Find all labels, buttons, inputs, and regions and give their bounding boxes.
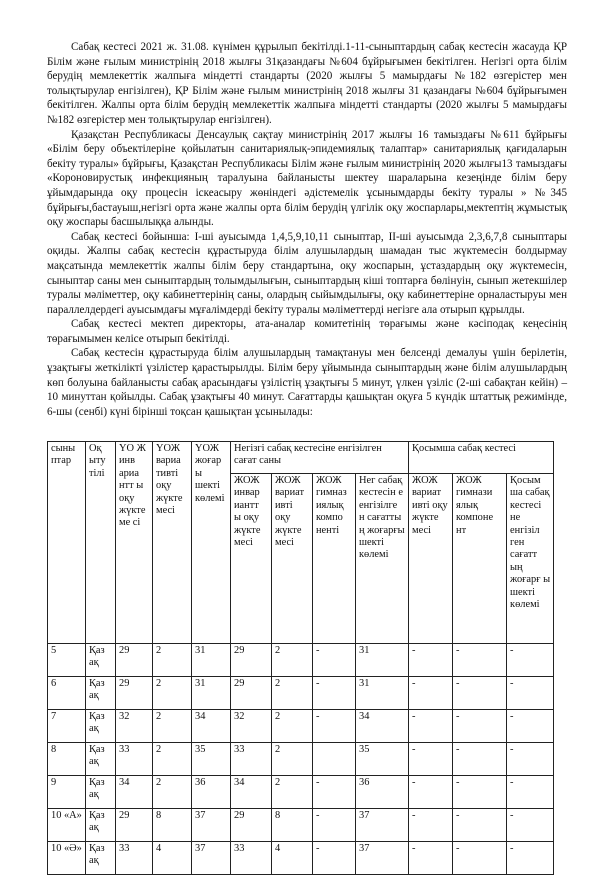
table-cell: 31 <box>356 644 409 677</box>
table-cell: 34 <box>192 710 231 743</box>
table-cell: - <box>409 677 453 710</box>
paragraph-3: Сабақ кестесі бойынша: І-ші ауысымда 1,4,5,9,10,11 сыныптар, ІІ-ші ауысымда 2,3,6,7,8 сыныптары оқиды. Жалпы сабақ кестесін құрастыруда білім алушылардың шамадан тыс жүктемесін болдырмау мақсатында мемлекеттік жалпы білім беру стандартына, оқу жоспарын, ұстаздардың оқу жүктемесін, сыныптар саны мен сыныптардың толымдылығын, сыныптардың кіші топтарға бөлінуін, сынып жетекшілер туралы мәліметтер, оқу кабинеттерінің саны, олардың сыйымдылығы, оқу кабинеттеріне орналастыруы мен параллелдердегі ауысымдағы мұғалімдерді бекіту туралы мәліметтерді негізге ала отырып құрылды. <box>47 230 567 316</box>
table-cell: 31 <box>356 677 409 710</box>
table-cell: 29 <box>116 809 153 842</box>
header-max-volume: ҮОЖ жоғар ы шекті көлемі <box>192 442 231 644</box>
table-cell: 37 <box>192 842 231 875</box>
table-cell: 33 <box>231 743 272 776</box>
table-cell: 31 <box>192 644 231 677</box>
table-cell: Қаз ақ <box>86 842 116 875</box>
header-main-gymnasium: ЖОЖ гимназ иялық компо ненті <box>313 474 356 644</box>
table-cell: 8 <box>272 809 313 842</box>
table-cell: 2 <box>153 677 192 710</box>
table-cell: - <box>409 710 453 743</box>
table-cell: 32 <box>231 710 272 743</box>
table-cell: 2 <box>153 743 192 776</box>
table-cell: Қаз ақ <box>86 743 116 776</box>
table-cell: 2 <box>272 710 313 743</box>
table-cell: 31 <box>192 677 231 710</box>
table-cell: 29 <box>231 644 272 677</box>
table-cell: 35 <box>356 743 409 776</box>
table-cell: - <box>507 710 554 743</box>
table-cell: 37 <box>192 809 231 842</box>
table-cell: 2 <box>272 776 313 809</box>
table-cell: 29 <box>116 677 153 710</box>
table-cell: 34 <box>116 776 153 809</box>
table-cell: - <box>507 677 554 710</box>
table-cell: 2 <box>272 644 313 677</box>
table-cell: 37 <box>356 842 409 875</box>
table-cell: - <box>409 842 453 875</box>
table-cell: Қаз ақ <box>86 710 116 743</box>
table-cell: 2 <box>272 677 313 710</box>
header-main-invariant: ЖОЖ инвар иантт ы оқу жүкте месі <box>231 474 272 644</box>
table-cell: - <box>313 677 356 710</box>
table-cell: - <box>507 644 554 677</box>
paragraph-2: Қазақстан Республикасы Денсаулық сақтау министрінің 2017 жылғы 16 тамыздағы №611 бұйрығы «Білім беру объектілеріне қойылатын санитариялық-эпидемиялық талаптар» санитариялық қағидаларын бекіту туралы» бұйрығы, Қазақстан Республикасы Білім және ғылым министрінің 2020 жылғы13 тамыздағы «Короновирустық инфекцияның таралуына байланысты шектеу шараларына кезеңінде білім беру ұйымдарында оқу процесін іскеасыру жөніндегі әдістемелік ұсынымдарды бекіту туралы » №345 бұйрығы,бастауыш,негізгі орта және жалпы орта білім берудің үлгілік оқу жоспарлары,мектептің жұмыстық оқу жоспары басшылыққа алынды. <box>47 128 567 229</box>
header-row-1 <box>48 442 554 474</box>
table-cell: 32 <box>116 710 153 743</box>
table-cell: 29 <box>116 644 153 677</box>
table-cell: 35 <box>192 743 231 776</box>
table-cell: - <box>507 842 554 875</box>
table-cell: 5 <box>48 644 86 677</box>
table-cell: 29 <box>231 809 272 842</box>
table-cell: 6 <box>48 677 86 710</box>
table-cell: 2 <box>153 776 192 809</box>
table-cell: 29 <box>231 677 272 710</box>
header-extra-schedule: Қосымша сабақ кестесі <box>409 442 554 474</box>
table-cell: - <box>453 809 507 842</box>
table-row <box>48 743 554 776</box>
table-cell: 2 <box>153 710 192 743</box>
table-cell: - <box>507 743 554 776</box>
table-cell: 37 <box>356 809 409 842</box>
table-cell <box>313 743 356 776</box>
table-cell: - <box>453 776 507 809</box>
table-cell: 34 <box>356 710 409 743</box>
table-cell: 36 <box>356 776 409 809</box>
body-text <box>47 40 567 419</box>
table-cell: Қаз ақ <box>86 677 116 710</box>
table-cell: 8 <box>153 809 192 842</box>
table-row <box>48 809 554 842</box>
paragraph-1: Сабақ кестесі 2021 ж. 31.08. күнімен құрылып бекітілді.1-11-сыныптардың сабақ кестесін жасауда ҚР Білім және ғылым министрінің 2018 жылғы 31қазандағы №604 бұйрығымен бекітілген. Негізгі орта білім берудің мемлекеттік жалпыға міндетті стандарты (2020 жылғы 5 мамырдағы №182 өзгерістер мен толықтырулар енгізілген), ҚР Білім және ғылым министрінің 2018 жылғы 31 қазандағы №604 бұйрығымен бекітілген. Жалпы орта білім берудің мемлекеттік жалпыға міндетті стандарты (2020 жылғы 5 мамырдағы №182 өзгерістер мен толықтырулар енгізілген). <box>47 41 567 126</box>
table-cell: - <box>409 809 453 842</box>
table-cell: - <box>453 644 507 677</box>
table-cell: - <box>409 644 453 677</box>
table-cell: - <box>313 710 356 743</box>
header-main-schedule: Негізгі сабақ кестесіне енгізілген сағат саны <box>231 442 409 474</box>
table-cell: 33 <box>116 842 153 875</box>
header-class: сыны птар <box>48 442 86 644</box>
table-cell: - <box>313 644 356 677</box>
table-cell: - <box>313 776 356 809</box>
table-cell: - <box>313 809 356 842</box>
table-cell: 4 <box>153 842 192 875</box>
table-row <box>48 776 554 809</box>
table-cell: - <box>313 842 356 875</box>
header-invariant-load: ҮО Ж инв ариа нтт ы оқу жүкте ме сі <box>116 442 153 644</box>
table-cell: Қаз ақ <box>86 776 116 809</box>
header-extra-max: Қосым ша сабақ кестесі не енгізіл ген сағатт ың жоғарғ ы шекті көлемі <box>507 474 554 644</box>
table-cell: 8 <box>48 743 86 776</box>
table-cell: 2 <box>153 644 192 677</box>
table-cell: 7 <box>48 710 86 743</box>
table-cell: 10 «А» <box>48 809 86 842</box>
header-variative-load: ҮОЖ вариа тивті оқу жүкте месі <box>153 442 192 644</box>
table-cell: 9 <box>48 776 86 809</box>
table-cell: - <box>507 776 554 809</box>
header-extra-gymnasium: ЖОЖ гимнази ялық компоне нт <box>453 474 507 644</box>
table-cell: - <box>453 743 507 776</box>
table-cell: - <box>507 809 554 842</box>
table-cell: 36 <box>192 776 231 809</box>
table-cell: - <box>453 677 507 710</box>
table-cell: Қаз ақ <box>86 644 116 677</box>
table-row <box>48 644 554 677</box>
table-cell: 33 <box>116 743 153 776</box>
table-cell: - <box>409 776 453 809</box>
schedule-table <box>47 441 554 875</box>
header-main-max: Нег сабақ кестесін е енгізілге н сағатты ң жоғарғы шекті көлемі <box>356 474 409 644</box>
table-cell: Қаз ақ <box>86 809 116 842</box>
paragraph-5: Сабақ кестесін құрастыруда білім алушылардың тамақтануы мен белсенді демалуы үшін берілетін, ұзақтығы жеткілікті үзілістер қарастырылды. Білім беру ұйымында сыныптардың және білім алушылардың көп болуына байланысты сабақ арасындағы үзілістің ұзақтығы 5 минут, үлкен үзіліс (2-ші сабақтан кейін) – 10 минуттан қойылды. Сабақ ұзақтығы 40 минут. Сағаттарды қашықтан оқуға 5 күндік штаттық режимінде, 6-шы (сенбі) күні бірінші тоқсан қашықтан ұсынылады: <box>47 347 567 418</box>
table-cell: 33 <box>231 842 272 875</box>
header-extra-variative: ЖОЖ вариат ивті оқу жүкте месі <box>409 474 453 644</box>
table-cell: - <box>453 710 507 743</box>
table-row <box>48 710 554 743</box>
table-cell: 34 <box>231 776 272 809</box>
table-cell: 10 «Ә» <box>48 842 86 875</box>
header-main-variative: ЖОЖ вариат ивті оқу жүкте месі <box>272 474 313 644</box>
table-cell: 2 <box>272 743 313 776</box>
paragraph-4: Сабақ кестесі мектеп директоры, ата-аналар комитетінің төрағымы және кәсіподақ кеңесінің төрағымымен келісе отырып бекітілді. <box>47 318 567 345</box>
table-cell: - <box>409 743 453 776</box>
table-cell: 4 <box>272 842 313 875</box>
table-row <box>48 842 554 875</box>
header-language: Оқ ыту тілі <box>86 442 116 644</box>
table-cell: - <box>453 842 507 875</box>
table-row <box>48 677 554 710</box>
